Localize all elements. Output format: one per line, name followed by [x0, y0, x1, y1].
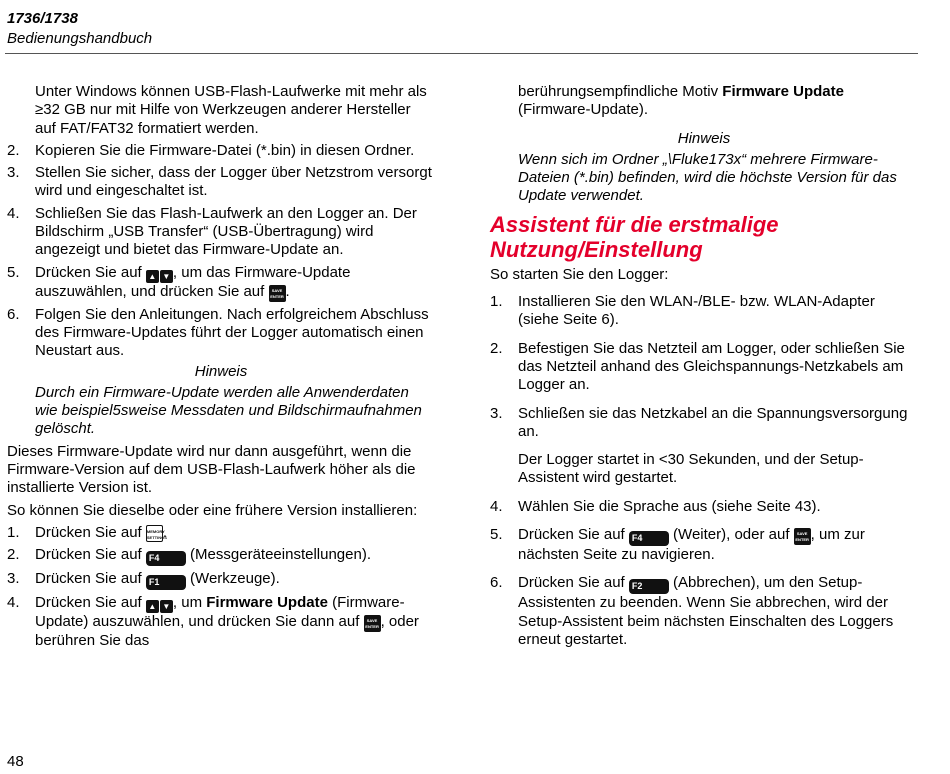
- list-item: 1. Installieren Sie den WLAN-/BLE- bzw. WLAN-Adapter (siehe Seite 6).: [490, 293, 875, 329]
- continued-text: berührungsempfindliche Motiv Firmware Update (Firmware-Update).: [518, 83, 844, 119]
- list-item: 3. Drücken Sie auf F1 (Werkzeuge).: [7, 570, 435, 590]
- header-divider: [5, 53, 918, 54]
- list-item: 5. Drücken Sie auf F4 (Weiter), oder auf SAVE ENTER , um zur nächsten Seite zu navigieren.: [490, 526, 865, 564]
- up-arrow-key-icon: ▲: [146, 270, 159, 283]
- manual-model: 1736/1738: [7, 10, 78, 27]
- memory-settings-key-icon: MEMORY SETTINGS: [146, 525, 163, 542]
- intro-text: Unter Windows können USB-Flash-Laufwerke mit mehr als ≥32 GB nur mit Hilfe von Werkzeugen anderer Hersteller auf FAT/FAT32 formatiert werden.: [35, 83, 427, 137]
- note-heading: Hinweis: [677, 129, 731, 147]
- f4-key-icon: F4: [629, 531, 669, 546]
- section-heading: Assistent für die erstmalige Nutzung/Einstellung: [490, 211, 779, 262]
- manual-title: Bedienungshandbuch: [7, 30, 153, 47]
- f1-key-icon: F1: [146, 575, 186, 590]
- list-item: 4. Schließen Sie das Flash-Laufwerk an den Logger an. Der Bildschirm „USB Transfer“ (USB-Übertragung) wird angezeigt und bietet das Firmware-Update an.: [7, 204, 417, 259]
- right-column: [490, 83, 918, 649]
- list-item: 3. Schließen sie das Netzkabel an die Spannungsversorgung an.: [490, 404, 908, 440]
- save-enter-key-icon: SAVE ENTER: [269, 285, 286, 302]
- list-item: 4. Wählen Sie die Sprache aus (siehe Seite 43).: [490, 497, 821, 515]
- list-item: 5. Drücken Sie auf ▲ ▼ , um das Firmware-Update auszuwählen, und drücken Sie auf SAVE ENTER .: [7, 263, 351, 300]
- f4-key-icon: F4: [146, 551, 186, 566]
- save-enter-key-icon: SAVE ENTER: [794, 528, 811, 545]
- page-number: 48: [7, 753, 24, 770]
- body-paragraph: Dieses Firmware-Update wird nur dann ausgeführt, wenn die Firmware-Version auf dem USB-Flash-Laufwerk höher als die installierte Version ist.: [7, 442, 416, 497]
- lead-text: So starten Sie den Logger:: [490, 265, 669, 283]
- left-column: [7, 83, 435, 651]
- list-item: 3. Stellen Sie sicher, dass der Logger über Netzstrom versorgt wird und eingeschaltet ist.: [7, 164, 432, 200]
- note-heading: Hinweis: [194, 362, 248, 380]
- list-item-note: Der Logger startet in <30 Sekunden, und der Setup-Assistent wird gestartet.: [518, 451, 864, 487]
- list-item: 2. Drücken Sie auf F4 (Messgeräteeinstellungen).: [7, 546, 435, 566]
- down-arrow-key-icon: ▼: [160, 270, 173, 283]
- list-item: 4. Drücken Sie auf ▲ ▼ , um Firmware Update (Firmware-Update) auszuwählen, und drücken Sie dann auf SAVE ENTER , oder berühren Sie das: [7, 594, 419, 650]
- list-item: 6. Drücken Sie auf F2 (Abbrechen), um den Setup-Assistenten zu beenden. Wenn Sie abbrechen, wird der Setup-Assistent beim nächsten Einschalten des Loggers erneut gestartet.: [490, 574, 894, 648]
- f2-key-icon: F2: [629, 579, 669, 594]
- list-item: 2. Befestigen Sie das Netzteil am Logger, oder schließen Sie das Netzteil anhand des Gleichspannungs-Netzkabels am Logger an.: [490, 339, 905, 394]
- note-text: Wenn sich im Ordner „\Fluke173x“ mehrere Firmware-Dateien (*.bin) befinden, wird die höchste Version für das Update verwendet.: [518, 150, 897, 205]
- list-item: 1. Drücken Sie auf MEMORY SETTINGS.: [7, 523, 168, 541]
- list-item: 2. Kopieren Sie die Firmware-Datei (*.bin) in diesen Ordner.: [7, 141, 415, 159]
- up-arrow-key-icon: ▲: [146, 600, 159, 613]
- body-paragraph: So können Sie dieselbe oder eine frühere Version installieren:: [7, 501, 418, 519]
- note-text: Durch ein Firmware-Update werden alle Anwenderdaten wie beispiel5sweise Messdaten und Bildschirmaufnahmen gelöscht.: [35, 383, 422, 438]
- down-arrow-key-icon: ▼: [160, 600, 173, 613]
- save-enter-key-icon: SAVE ENTER: [364, 615, 381, 632]
- list-item: 6. Folgen Sie den Anleitungen. Nach erfolgreichem Abschluss des Firmware-Updates führt der Logger automatisch einen Neustart aus.: [7, 305, 429, 360]
